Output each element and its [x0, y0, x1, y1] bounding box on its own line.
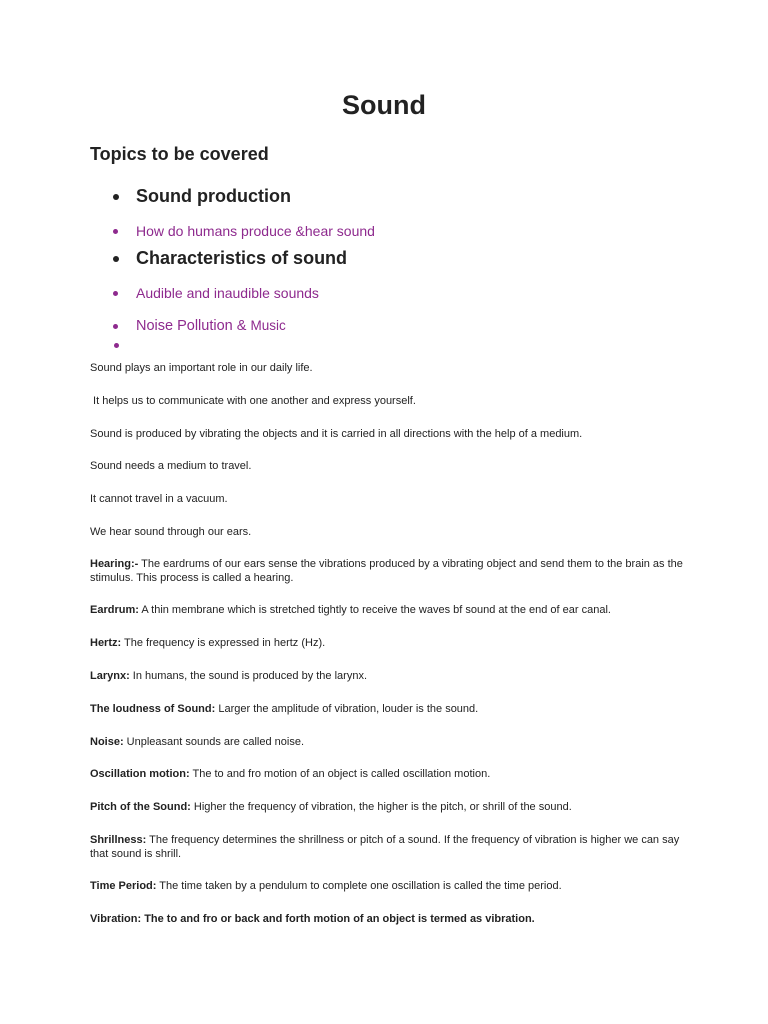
- bullet-icon: [113, 256, 119, 262]
- bullet-icon: [113, 229, 118, 234]
- definition-text: The to and fro motion of an object is called oscillation motion.: [189, 768, 491, 780]
- bullet-icon: [113, 291, 118, 296]
- definition-text: Larger the amplitude of vibration, louder is the sound.: [215, 703, 479, 715]
- definition-term: Pitch of the Sound:: [90, 801, 191, 813]
- definition-shrillness: [90, 834, 690, 861]
- definition-text: The eardrums of our ears sense the vibrations produced by a vibrating object and send them to the brain as the stimulus. This process is called a hearing.: [90, 558, 683, 584]
- paragraph: Sound plays an important role in our daily life.: [90, 362, 313, 374]
- paragraph: It helps us to communicate with one another and express yourself.: [90, 395, 416, 407]
- definition-text: A thin membrane which is stretched tightly to receive the waves bf sound at the end of ear canal.: [138, 604, 611, 616]
- topic-item: [136, 248, 347, 269]
- paragraph: Sound needs a medium to travel.: [90, 460, 252, 472]
- paragraph: We hear sound through our ears.: [90, 526, 252, 538]
- definition-term: Noise:: [90, 736, 124, 748]
- definition-text: The frequency determines the shrillness or pitch of a sound. If the frequency of vibration is higher we can say that sound is shrill.: [90, 834, 680, 860]
- subtopic-label: How do humans produce &hear sound: [136, 223, 375, 239]
- definition-term: Shrillness:: [90, 834, 147, 846]
- definition-vibration: [90, 913, 690, 927]
- paragraph: Sound is produced by vibrating the objects and it is carried in all directions with the help of a medium.: [90, 428, 583, 440]
- definition-term: Eardrum:: [90, 604, 139, 616]
- definition-text: The to and fro or back and forth motion of an object is termed as vibration.: [141, 913, 535, 925]
- definition-text: The time taken by a pendulum to complete one oscillation is called the time period.: [156, 880, 562, 892]
- bullet-icon: [113, 194, 119, 200]
- definition-term: Time Period:: [90, 880, 157, 892]
- topic-item: [136, 186, 291, 207]
- subtopic-label-suffix: Music: [250, 318, 286, 333]
- definition-larynx: [90, 670, 690, 684]
- definition-term: Oscillation motion:: [90, 768, 190, 780]
- definition-noise: [90, 736, 690, 750]
- definition-term: Hertz:: [90, 637, 122, 649]
- subtopic-item: [136, 223, 375, 239]
- definition-hertz: [90, 637, 690, 651]
- topic-label: Sound production: [136, 186, 291, 206]
- definition-eardrum: [90, 604, 690, 618]
- subtopic-label: Noise Pollution &: [136, 318, 251, 334]
- definition-text: In humans, the sound is produced by the larynx.: [129, 670, 368, 682]
- subtopic-item: [136, 285, 319, 301]
- bullet-icon: [113, 324, 118, 329]
- definition-oscillation-motion: [90, 768, 690, 782]
- topic-label: Characteristics of sound: [136, 248, 348, 268]
- definition-time-period: [90, 880, 690, 894]
- definition-term: Vibration:: [90, 913, 142, 925]
- definition-text: Unpleasant sounds are called noise.: [123, 736, 305, 748]
- definition-text: The frequency is expressed in hertz (Hz).: [121, 637, 326, 649]
- subtopic-label: Audible and inaudible sounds: [136, 285, 319, 301]
- definition-hearing: [90, 558, 690, 585]
- page-title: Sound: [342, 90, 426, 120]
- definition-pitch: [90, 801, 690, 815]
- definition-term: Larynx:: [90, 670, 130, 682]
- definition-text: Higher the frequency of vibration, the higher is the pitch, or shrill of the sound.: [190, 801, 572, 813]
- topics-heading: Topics to be covered: [90, 144, 269, 164]
- definition-term: The loudness of Sound:: [90, 703, 216, 715]
- subtopic-item: [136, 318, 286, 334]
- empty-bullet-icon: [114, 343, 119, 348]
- paragraph: It cannot travel in a vacuum.: [90, 493, 228, 505]
- definition-loudness: [90, 703, 690, 717]
- definition-term: Hearing:-: [90, 558, 139, 570]
